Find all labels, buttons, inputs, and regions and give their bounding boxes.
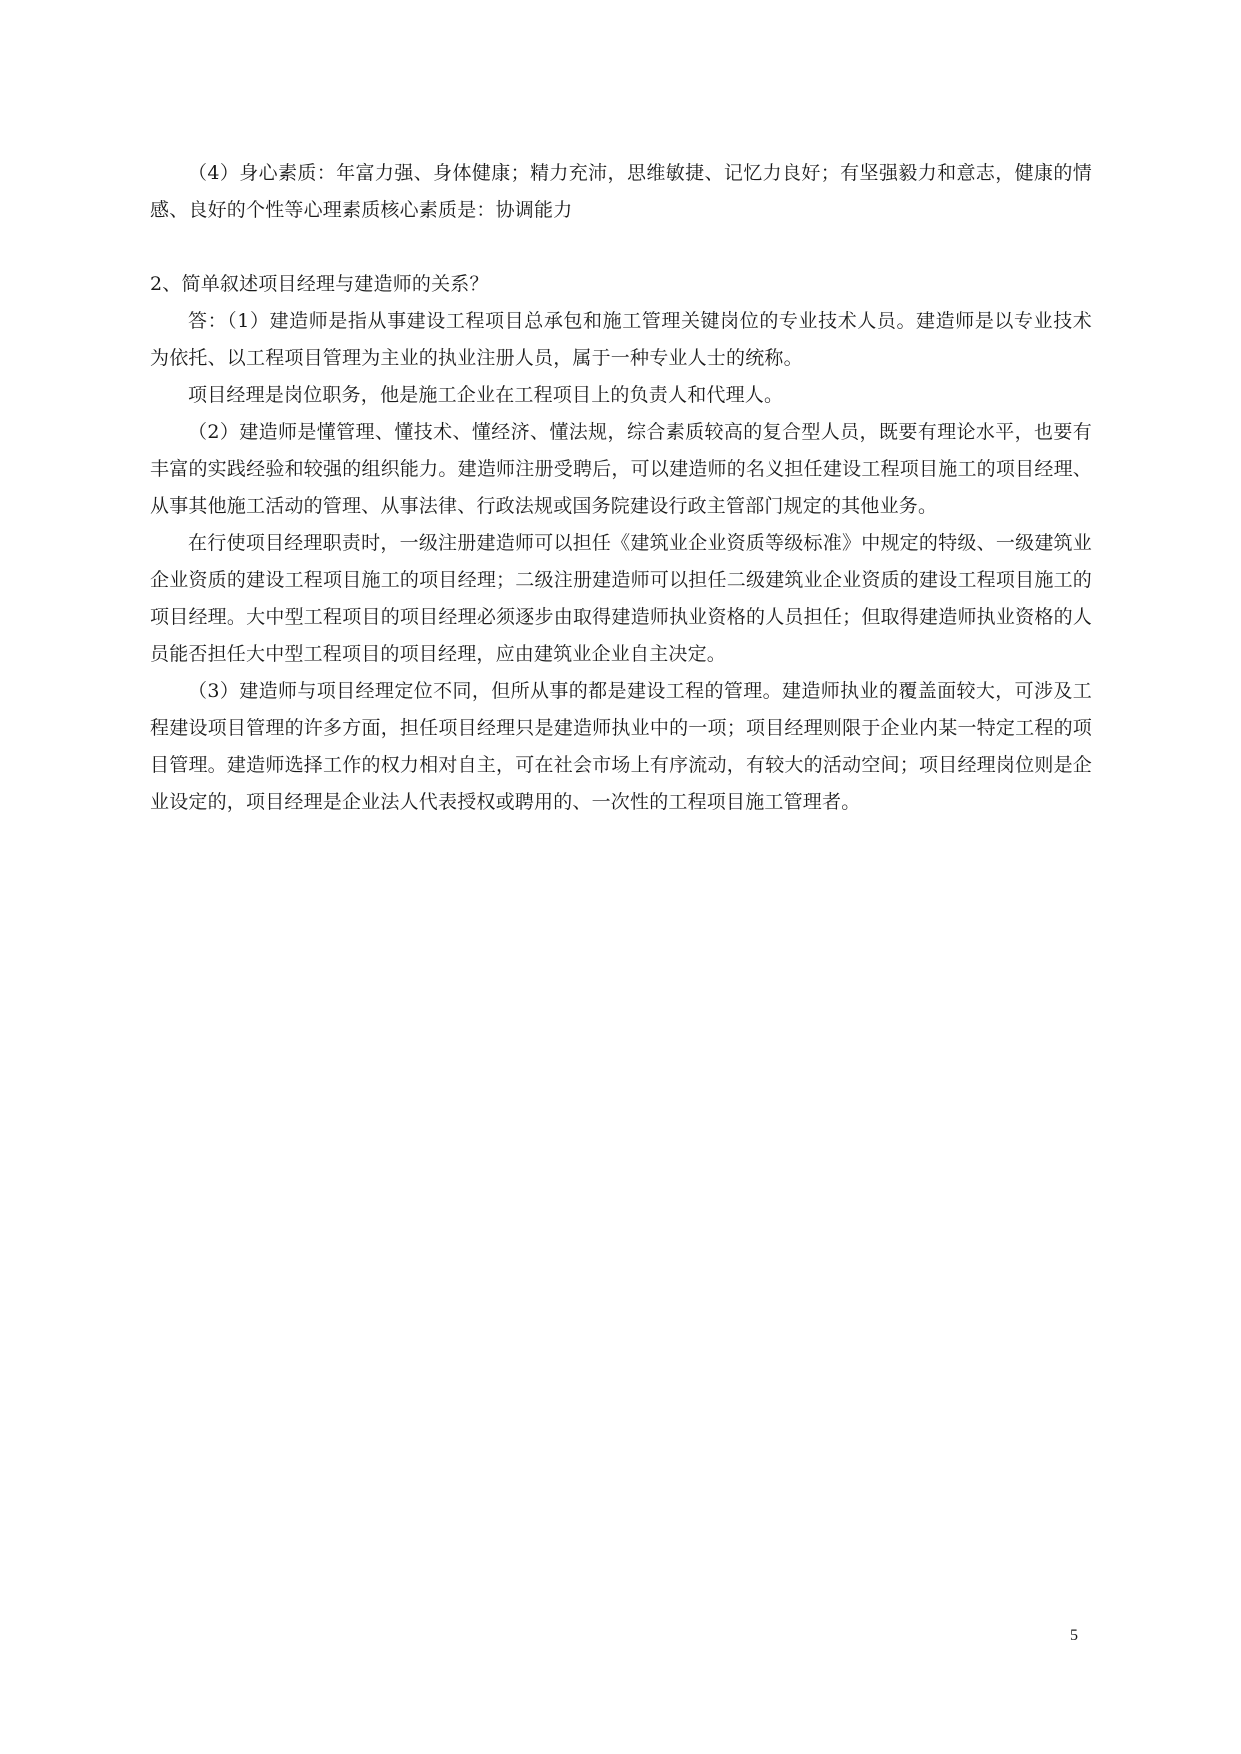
- paragraph-answer-1: 答：（1）建造师是指从事建设工程项目总承包和施工管理关键岗位的专业技术人员。建造师是以专业技术为依托、以工程项目管理为主业的执业注册人员，属于一种专业人士的统称。: [150, 310, 1092, 369]
- paragraph-answer-2: （2）建造师是懂管理、懂技术、懂经济、懂法规，综合素质较高的复合型人员，既要有理论水平，也要有丰富的实践经验和较强的组织能力。建造师注册受聘后，可以建造师的名义担任建设工程项目施工的项目经理、从事其他施工活动的管理、从事法律、行政法规或国务院建设行政主管部门规定的其他业务。: [150, 421, 1092, 517]
- paragraph-project-manager-role: 项目经理是岗位职务，他是施工企业在工程项目上的负责人和代理人。: [188, 384, 784, 406]
- page-number: 5: [1070, 1627, 1078, 1644]
- paragraph-responsibilities: 在行使项目经理职责时，一级注册建造师可以担任《建筑业企业资质等级标准》中规定的特级、一级建筑业企业资质的建设工程项目施工的项目经理；二级注册建造师可以担任二级建筑业企业资质的建设工程项目施工的项目经理。大中型工程项目的项目经理必须逐步由取得建造师执业资格的人员担任；但取得建造师执业资格的人员能否担任大中型工程项目的项目经理，应由建筑业企业自主决定。: [150, 532, 1092, 665]
- question-heading: 2、简单叙述项目经理与建造师的关系？: [150, 273, 489, 295]
- paragraph-answer-3: （3）建造师与项目经理定位不同，但所从事的都是建设工程的管理。建造师执业的覆盖面较大，可涉及工程建设项目管理的许多方面，担任项目经理只是建造师执业中的一项；项目经理则限于企业内某一特定工程的项目管理。建造师选择工作的权力相对自主，可在社会市场上有序流动，有较大的活动空间；项目经理岗位则是企业设定的，项目经理是企业法人代表授权或聘用的、一次性的工程项目施工管理者。: [150, 680, 1092, 813]
- document-body: [150, 155, 1092, 821]
- paragraph-physical-quality: （4）身心素质：年富力强、身体健康；精力充沛，思维敏捷、记忆力良好；有坚强毅力和意志，健康的情感、良好的个性等心理素质核心素质是：协调能力: [150, 162, 1092, 221]
